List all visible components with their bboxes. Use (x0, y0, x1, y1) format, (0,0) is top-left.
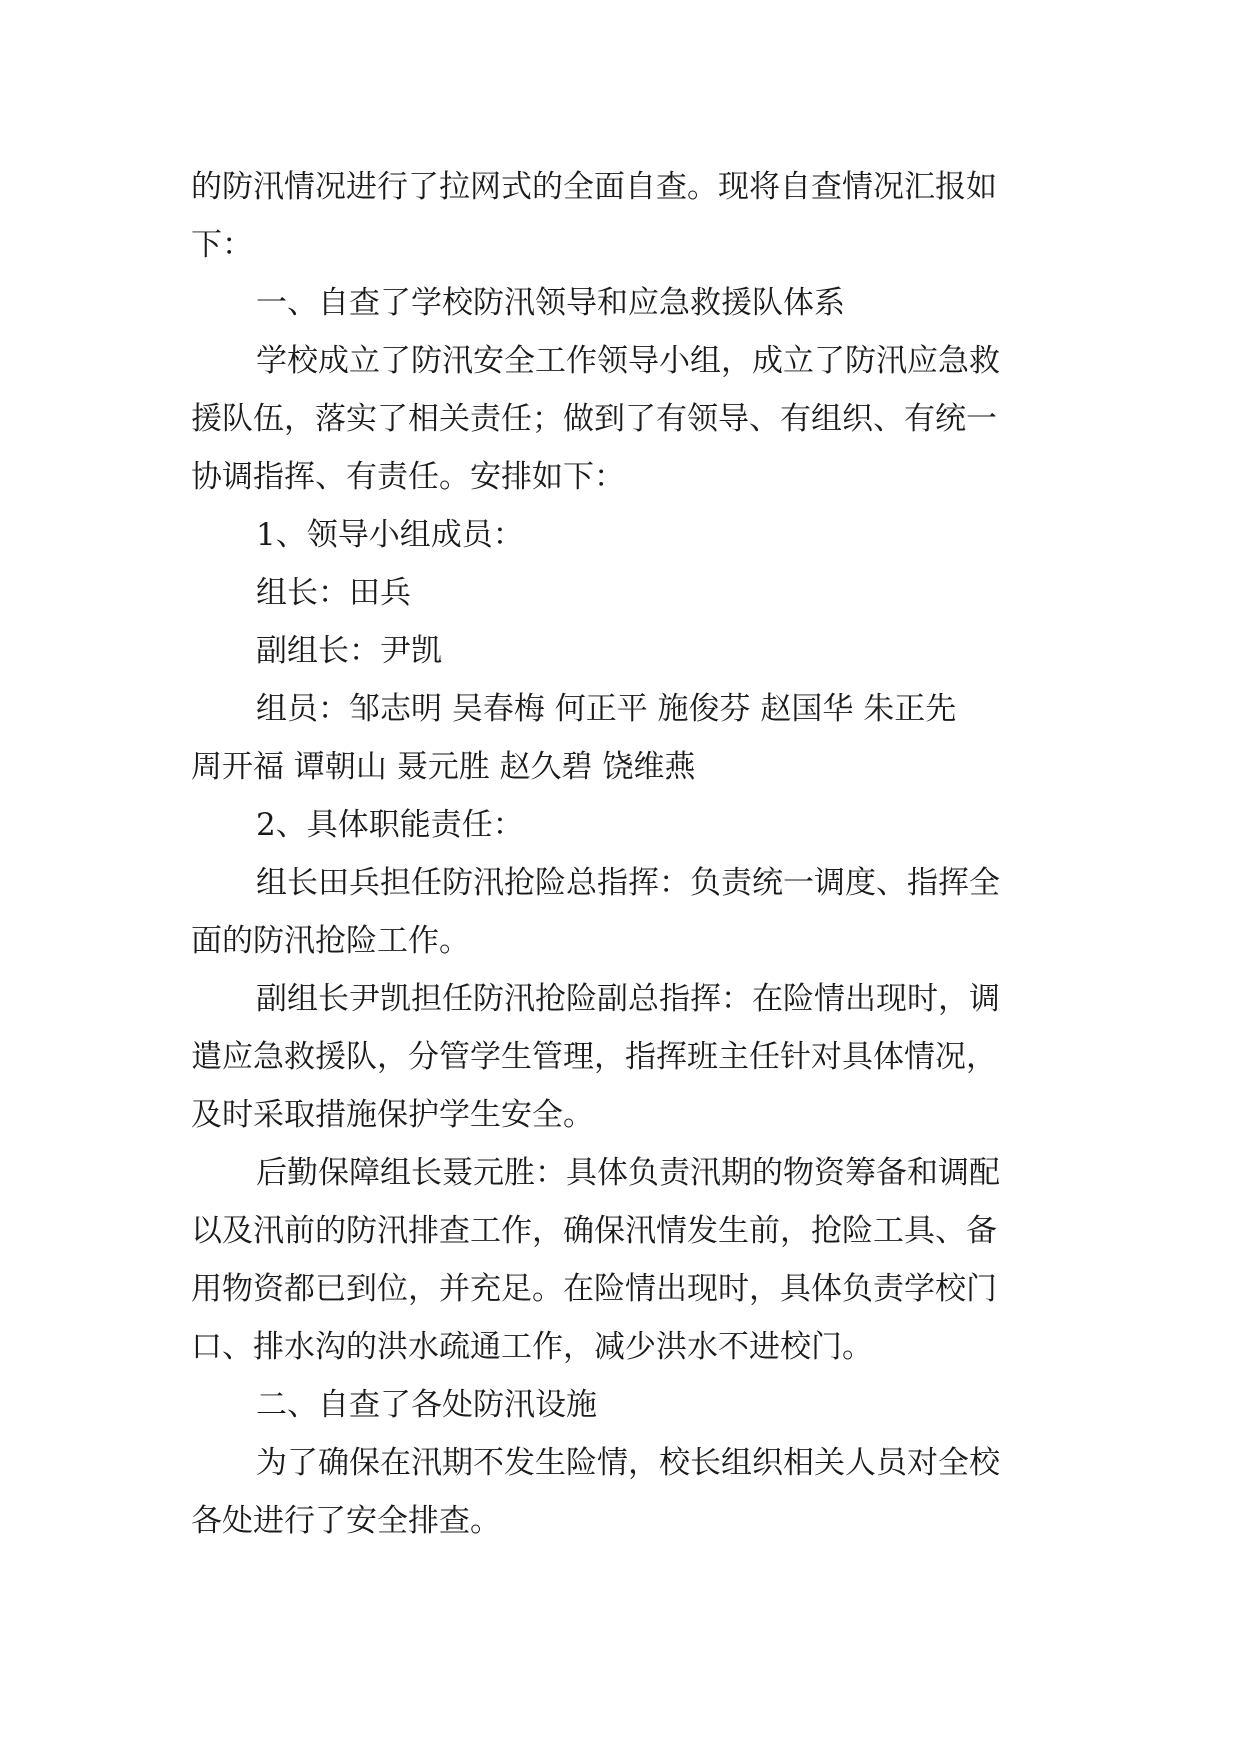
section-heading: 一、自查了学校防汛领导和应急救援队体系 (256, 285, 845, 321)
text-line: 组长：田兵 (256, 575, 411, 611)
text-line: 以及汛前的防汛排查工作，确保汛情发生前，抢险工具、备 (191, 1213, 997, 1249)
text-line: 面的防汛抢险工作。 (191, 923, 470, 959)
text-line: 组员：邹志明 吴春梅 何正平 施俊芬 赵国华 朱正先 (256, 691, 957, 727)
text-line: 各处进行了安全排查。 (191, 1503, 501, 1539)
text-line: 副组长尹凯担任防汛抢险副总指挥：在险情出现时，调 (256, 981, 1000, 1017)
text-line: 学校成立了防汛安全工作领导小组，成立了防汛应急救 (256, 343, 1000, 379)
text-line: 口、排水沟的洪水疏通工作，减少洪水不进校门。 (191, 1329, 873, 1365)
text-line: 为了确保在汛期不发生险情，校长组织相关人员对全校 (256, 1445, 1000, 1481)
text-line: 周开福 谭朝山 聂元胜 赵久碧 饶维燕 (191, 749, 696, 785)
text-line: 的防汛情况进行了拉网式的全面自查。现将自查情况汇报如 (191, 169, 997, 205)
text-line: 副组长：尹凯 (256, 633, 442, 669)
text-line: 及时采取措施保护学生安全。 (191, 1097, 594, 1133)
body-text (191, 158, 1051, 1550)
text-line: 后勤保障组长聂元胜：具体负责汛期的物资筹备和调配 (256, 1155, 1000, 1191)
text-line: 下： (191, 227, 253, 263)
text-line: 协调指挥、有责任。安排如下： (191, 459, 625, 495)
subsection-heading: 1、领导小组成员： (256, 517, 524, 553)
text-line: 组长田兵担任防汛抢险总指挥：负责统一调度、指挥全 (256, 865, 1000, 901)
text-line: 遣应急救援队，分管学生管理，指挥班主任针对具体情况， (191, 1039, 997, 1075)
text-line: 援队伍，落实了相关责任；做到了有领导、有组织、有统一 (191, 401, 997, 437)
section-heading: 二、自查了各处防汛设施 (256, 1387, 597, 1423)
text-line: 用物资都已到位，并充足。在险情出现时，具体负责学校门 (191, 1271, 997, 1307)
subsection-heading: 2、具体职能责任： (256, 807, 524, 843)
